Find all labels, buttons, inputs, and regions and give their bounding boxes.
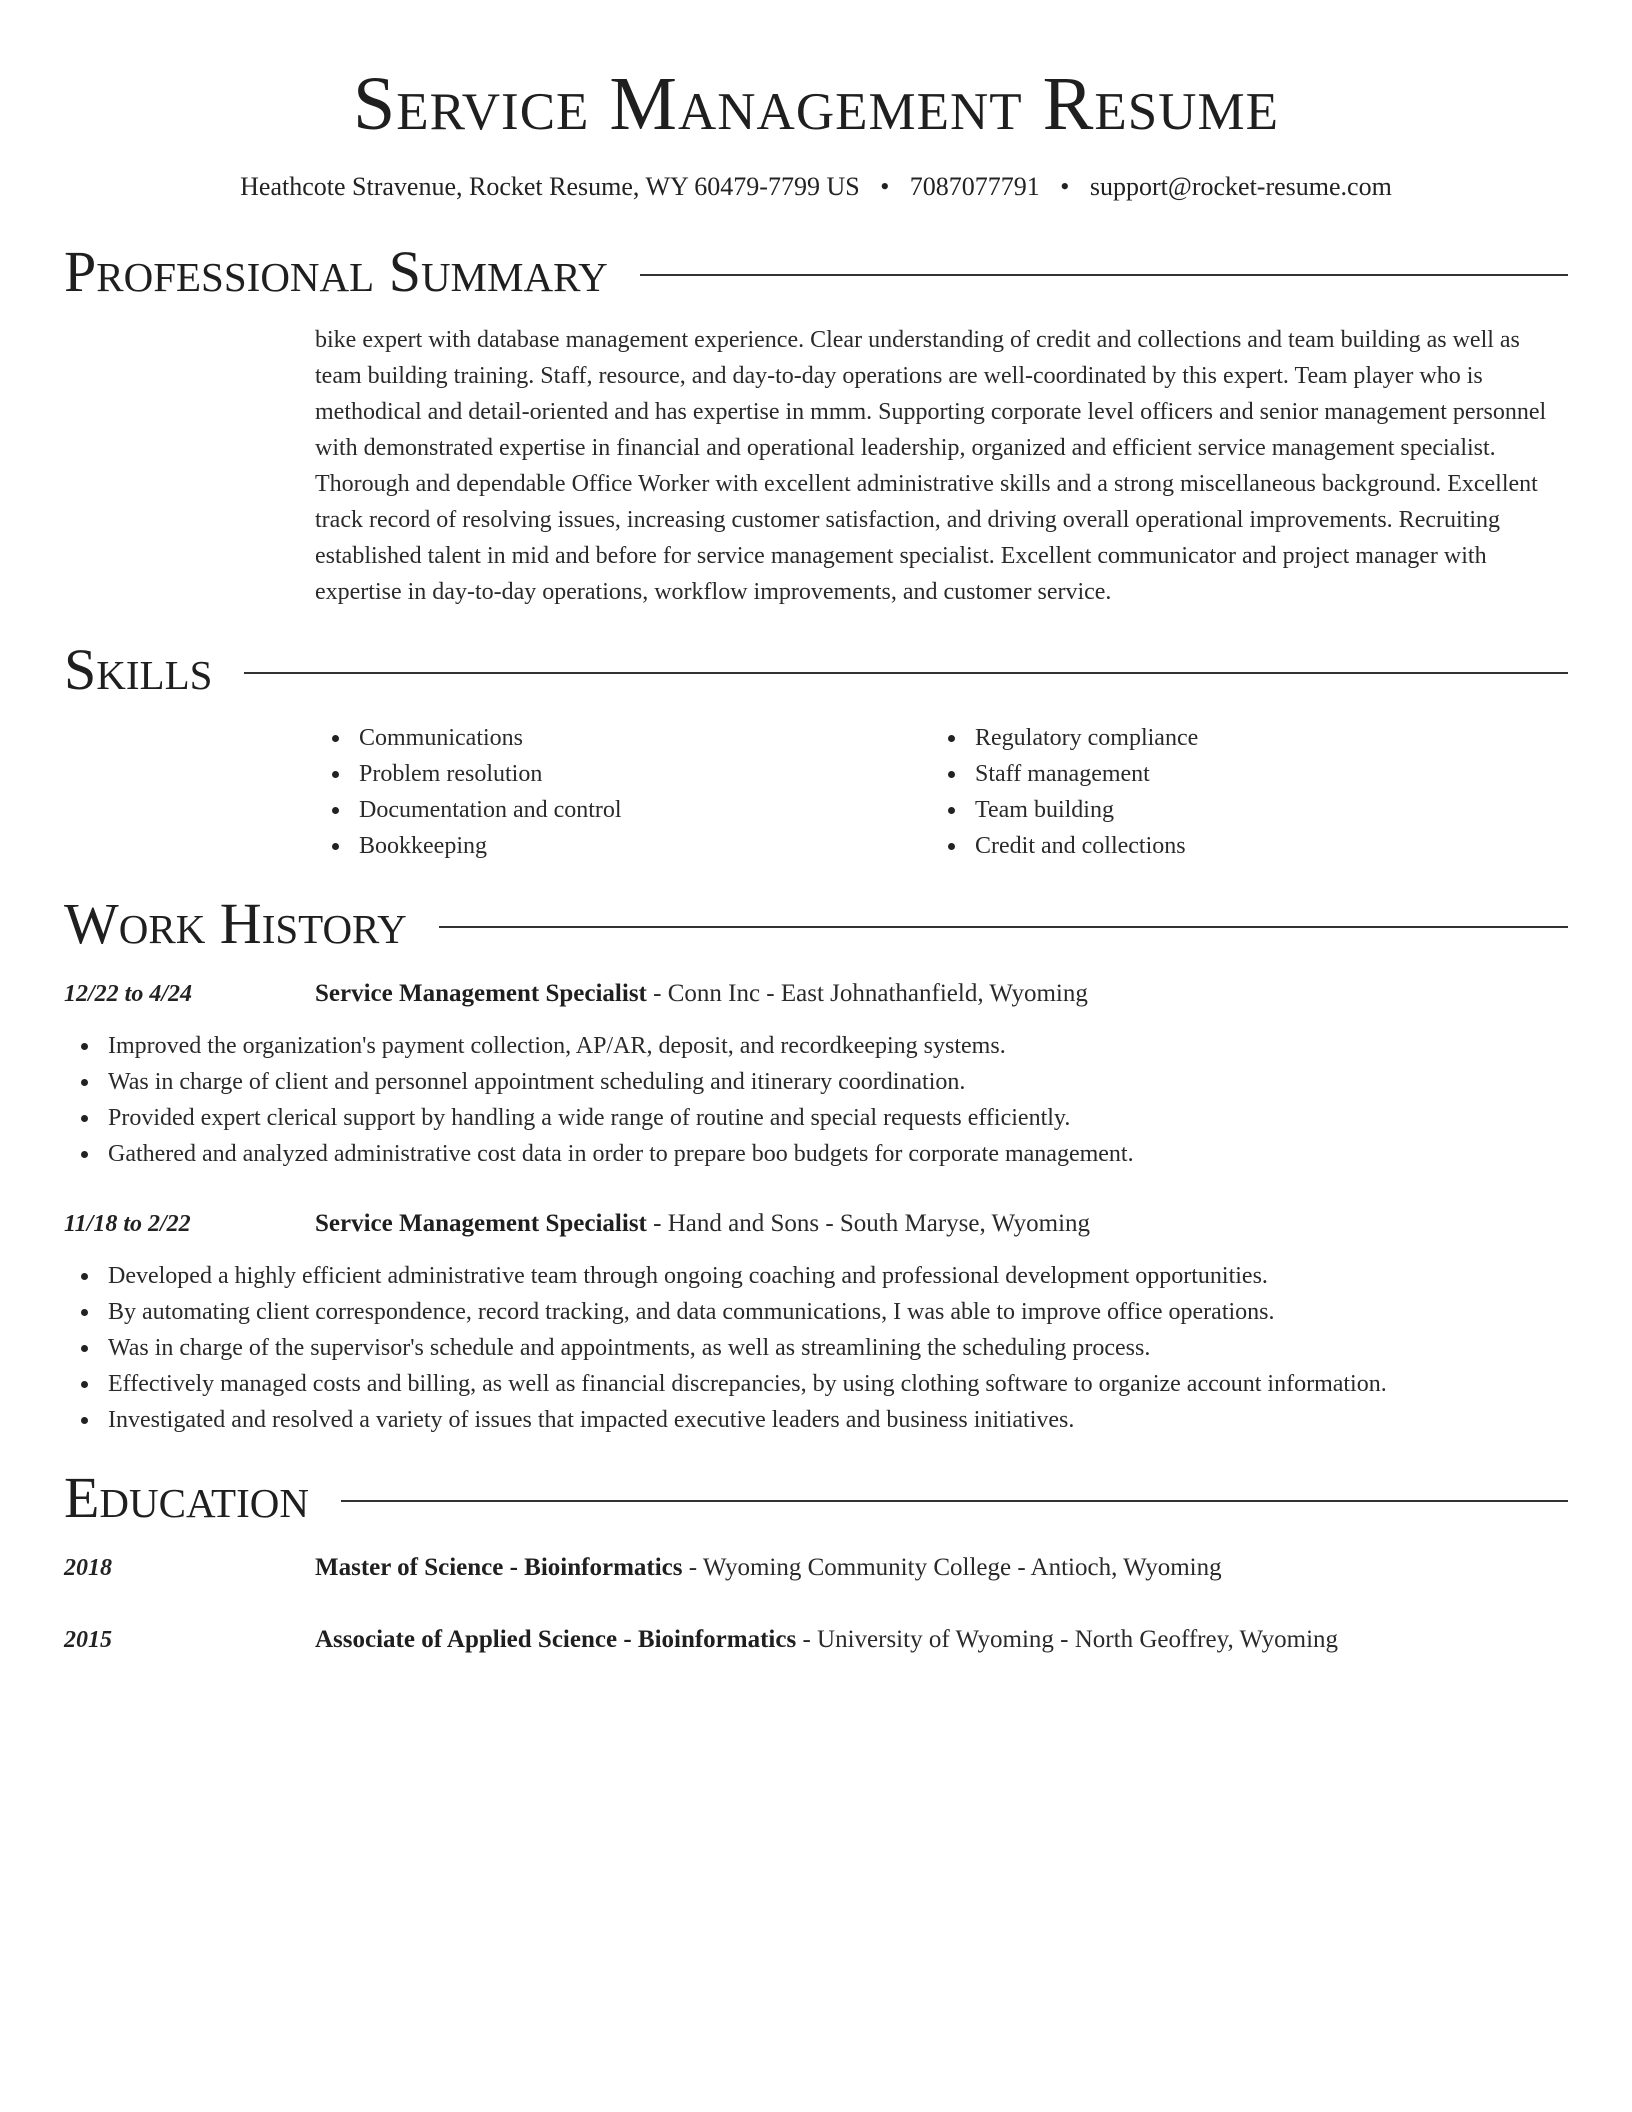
email: support@rocket-resume.com bbox=[1089, 172, 1392, 201]
school: - Wyoming Community College - Antioch, Wyoming bbox=[682, 1554, 1222, 1581]
education-year: 2018 bbox=[64, 1555, 112, 1581]
job-title: Service Management Specialist bbox=[315, 1210, 647, 1237]
separator-dot: • bbox=[1060, 172, 1070, 201]
education-entry bbox=[64, 1622, 1568, 1658]
job-bullets bbox=[64, 1028, 1568, 1172]
education-heading-line bbox=[315, 1622, 1338, 1658]
job-entry bbox=[64, 976, 1568, 1172]
job-entry bbox=[64, 1206, 1568, 1438]
job-bullet: Was in charge of the supervisor's schedule and appointments, as well as streamlining the scheduling process. bbox=[64, 1330, 1568, 1366]
job-company: - Conn Inc - East Johnathanfield, Wyoming bbox=[646, 980, 1088, 1007]
degree: Master of Science - Bioinformatics bbox=[315, 1554, 683, 1581]
job-header-row bbox=[64, 976, 1568, 1012]
job-bullet: Improved the organization's payment collection, AP/AR, deposit, and recordkeeping systems. bbox=[64, 1028, 1568, 1064]
separator-dot: • bbox=[880, 172, 890, 201]
job-heading bbox=[315, 976, 1088, 1012]
skill-item: Staff management bbox=[931, 756, 1547, 792]
job-bullet: Gathered and analyzed administrative cost data in order to prepare boo budgets for corporate management. bbox=[64, 1136, 1568, 1172]
degree: Associate of Applied Science - Bioinformatics bbox=[315, 1626, 797, 1653]
job-bullet: By automating client correspondence, record tracking, and data communications, I was able to improve office operations. bbox=[64, 1294, 1568, 1330]
education-heading: Education bbox=[64, 1465, 309, 1530]
summary-text: bike expert with database management experience. Clear understanding of credit and collections and team building as well as team building training. Staff, resource, and day-to-day operations are well-coordinated by this expert. Team player who is methodical and detail-oriented and has expertise in mmm. Supporting corporate level officers and senior management personnel with demonstrated expertise in financial and operational leadership, organized and efficient service management specialist. Thorough and dependable Office Worker with excellent administrative skills and a strong miscellaneous background. Excellent track record of resolving issues, increasing customer satisfaction, and driving overall operational improvements. Recruiting established talent in mid and before for service management specialist. Excellent communicator and project manager with expertise in day-to-day operations, workflow improvements, and customer service. bbox=[315, 327, 1547, 605]
skills-list bbox=[315, 720, 1568, 864]
education-entry bbox=[64, 1550, 1568, 1586]
skills-heading: Skills bbox=[64, 637, 213, 702]
job-title: Service Management Specialist bbox=[315, 980, 647, 1007]
skill-item: Documentation and control bbox=[315, 792, 931, 828]
skill-item: Communications bbox=[315, 720, 931, 756]
work-section-header bbox=[64, 892, 1568, 956]
work-heading: Work History bbox=[64, 891, 407, 956]
education-section-header bbox=[64, 1466, 1568, 1530]
section-divider bbox=[439, 926, 1568, 928]
phone: 7087077791 bbox=[909, 172, 1040, 201]
school: - University of Wyoming - North Geoffrey, Wyoming bbox=[796, 1626, 1339, 1653]
education-year: 2015 bbox=[64, 1627, 112, 1653]
job-bullet: Developed a highly efficient administrative team through ongoing coaching and professional development opportunities. bbox=[64, 1258, 1568, 1294]
resume-title: Service Management Resume bbox=[353, 62, 1279, 146]
section-divider bbox=[341, 1500, 1568, 1502]
job-bullet: Was in charge of client and personnel appointment scheduling and itinerary coordination. bbox=[64, 1064, 1568, 1100]
skill-item: Regulatory compliance bbox=[931, 720, 1547, 756]
skill-item: Credit and collections bbox=[931, 828, 1547, 864]
skill-item: Problem resolution bbox=[315, 756, 931, 792]
summary-heading: Professional Summary bbox=[64, 239, 608, 304]
job-header-row bbox=[64, 1206, 1568, 1242]
job-bullet: Investigated and resolved a variety of issues that impacted executive leaders and business initiatives. bbox=[64, 1402, 1568, 1438]
skill-item: Bookkeeping bbox=[315, 828, 931, 864]
job-dates: 11/18 to 2/22 bbox=[64, 1211, 191, 1237]
summary-section-header bbox=[64, 240, 1568, 304]
job-bullet: Effectively managed costs and billing, as well as financial discrepancies, by using clothing software to organize account information. bbox=[64, 1366, 1568, 1402]
job-bullet: Provided expert clerical support by handling a wide range of routine and special requests efficiently. bbox=[64, 1100, 1568, 1136]
skills-section-header bbox=[64, 638, 1568, 702]
address: Heathcote Stravenue, Rocket Resume, WY 60479-7799 US bbox=[240, 172, 860, 201]
skills-column-left bbox=[315, 720, 931, 864]
section-divider bbox=[640, 274, 1568, 276]
contact-line bbox=[64, 170, 1568, 204]
job-dates: 12/22 to 4/24 bbox=[64, 981, 193, 1007]
education-heading-line bbox=[315, 1550, 1222, 1586]
job-heading bbox=[315, 1206, 1090, 1242]
skill-item: Team building bbox=[931, 792, 1547, 828]
job-bullets bbox=[64, 1258, 1568, 1438]
skills-column-right bbox=[931, 720, 1547, 864]
job-company: - Hand and Sons - South Maryse, Wyoming bbox=[646, 1210, 1091, 1237]
section-divider bbox=[244, 672, 1568, 674]
